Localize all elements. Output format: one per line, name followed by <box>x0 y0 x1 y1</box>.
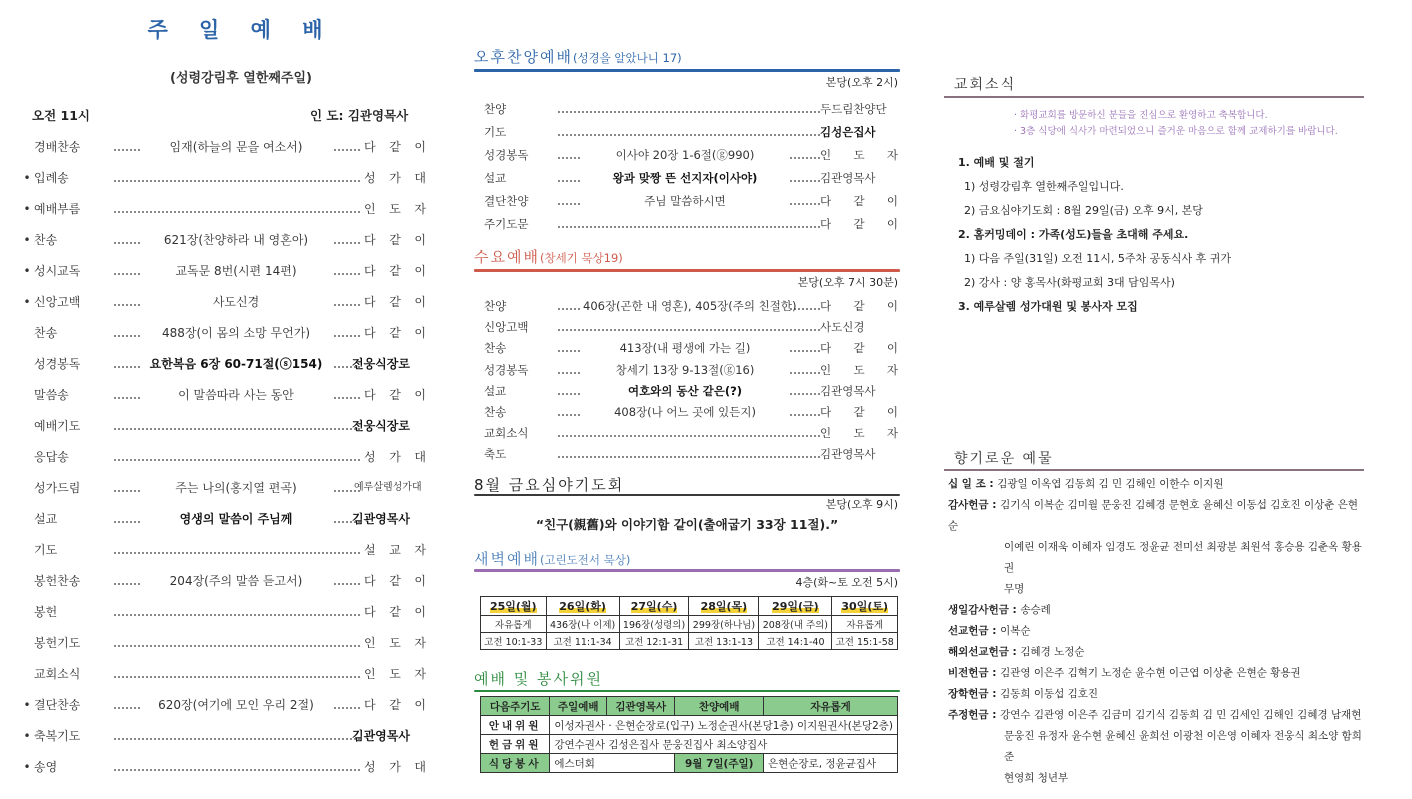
sunday-title: 주 일 예 배 <box>147 18 335 42</box>
row-label: 성시교독 <box>34 264 81 278</box>
row-responsible: 다 같 이 <box>820 405 898 419</box>
row-detail: 406장(곤한 내 영혼), 405장(주의 친절한) <box>580 297 790 315</box>
row-label: 설교 <box>484 171 507 185</box>
dawn-text-cell: 고전 10:1-33 <box>481 633 547 650</box>
sunday-order-row <box>22 137 432 157</box>
row-detail: 왕과 맞짱 뜬 선지자(이사야) <box>580 169 790 187</box>
news-item-2a: 1) 다음 주일(31일) 오전 11시, 5주차 공동식사 후 귀가 <box>964 252 1231 265</box>
offerings-title: 향기로운 예물 <box>954 451 1054 467</box>
offering-names: 강연수 김관영 이은주 김금미 김기식 김동희 김 민 김세인 김해인 김혜경 남재현 <box>1000 709 1362 721</box>
row-label: 찬송 <box>484 405 507 419</box>
friday-quote: “친구(親舊)와 이야기함 같이(출애굽기 33장 11절).” <box>535 517 839 532</box>
row-responsible: 다 같 이 <box>364 326 426 340</box>
dawn-text-cell: 고전 12:1-31 <box>619 633 689 650</box>
row-responsible: 김관영목사 <box>820 447 876 462</box>
row-leader-dots <box>114 608 360 616</box>
row-bullet: • <box>23 202 31 216</box>
kitchen-date: 9월 7일(주일) <box>675 754 764 773</box>
offering-kind: 감사헌금 : <box>948 499 1001 511</box>
row-label: 기도 <box>34 543 58 557</box>
offering-kind: 주정헌금 : <box>948 709 1001 721</box>
dawn-day-cell <box>546 597 619 616</box>
wednesday-title: 수요예배(창세기 묵상19) <box>474 248 623 266</box>
row-leader-dots <box>558 323 820 331</box>
dawn-note: (고린도전서 묵상) <box>539 553 631 567</box>
row-bullet: • <box>23 760 31 774</box>
row-responsible: 다 같 이 <box>364 574 426 588</box>
offering-names-continued: 문웅진 유정자 윤수현 윤혜신 윤희선 이광천 이은영 이혜자 전웅식 최소양 함희준 <box>1004 730 1362 763</box>
row-responsible: 다 같 이 <box>364 295 426 309</box>
row-label: 입례송 <box>34 171 69 185</box>
row-label: 찬송 <box>34 326 58 340</box>
afternoon-order-row <box>474 146 900 164</box>
sunday-order-row <box>22 695 432 715</box>
offering-names: 김혜경 노정순 <box>1020 646 1085 658</box>
dawn-day-label: 26일(화) <box>559 600 606 613</box>
row-responsible: 다 같 이 <box>364 698 426 712</box>
row-responsible: 김관영목사 <box>352 512 410 526</box>
sunday-order-row <box>22 199 432 219</box>
row-detail: 204장(주의 말씀 듣고서) <box>140 571 332 591</box>
dawn-day-label: 28일(목) <box>700 600 748 613</box>
offering-row <box>948 642 1368 663</box>
duty-praise-label: 찬양예배 <box>675 697 764 716</box>
news-rule <box>944 96 1364 98</box>
dawn-rule <box>474 569 900 572</box>
row-responsible: 두드림찬양단 <box>820 102 887 116</box>
row-bullet: • <box>23 295 31 309</box>
news-item-2b: 2) 강사 : 양 홍목사(화평교회 3대 담임목사) <box>964 276 1175 289</box>
row-detail: 488장(이 몸의 소망 무언가) <box>140 323 332 343</box>
row-label: 찬양 <box>484 299 507 313</box>
row-leader-dots <box>114 732 360 740</box>
row-label: 경배찬송 <box>34 140 81 154</box>
row-responsible: 김성은집사 <box>820 125 876 139</box>
wednesday-rule <box>474 269 900 272</box>
offering-names: 송승례 <box>1020 604 1051 616</box>
dawn-day-label: 27일(수) <box>630 600 678 613</box>
row-responsible: 예루살렘성가대 <box>354 482 422 493</box>
row-label: 찬송 <box>34 233 58 247</box>
offering-row <box>948 705 1368 726</box>
sunday-time: 오전 11시 <box>32 108 90 123</box>
sunday-order-row <box>22 664 432 684</box>
notice-2: · 3층 식당에 식사가 마련되었으니 즐거운 마음으로 함께 교제하기를 바랍니다. <box>1014 126 1338 137</box>
row-responsible: 다 같 이 <box>364 233 426 247</box>
dawn-day-label: 29일(금) <box>772 600 819 613</box>
dawn-hymn-cell: 436장(나 이제) <box>546 616 619 633</box>
sunday-order-row <box>22 292 432 312</box>
wednesday-order-row <box>474 382 900 400</box>
kitchen-next: 은현순장로, 정윤균집사 <box>763 754 897 773</box>
dawn-day-label: 30일(토) <box>841 600 889 613</box>
row-leader-dots <box>558 220 820 228</box>
afternoon-place: 본당(오후 2시) <box>825 76 898 89</box>
row-responsible: 성 가 대 <box>364 450 426 464</box>
dawn-day-label: 25일(월) <box>489 600 537 613</box>
sunday-leader: 인 도: 김관영목사 <box>310 108 409 123</box>
dawn-text-cell: 고전 14:1-40 <box>759 633 832 650</box>
offering-kind: 해외선교헌금 : <box>948 646 1021 658</box>
wednesday-order-row <box>474 297 900 315</box>
row-detail: 사도신경 <box>140 292 332 312</box>
sunday-order-row <box>22 385 432 405</box>
dawn-hymn-cell: 208장(내 주의) <box>759 616 832 633</box>
wednesday-place: 본당(오후 7시 30분) <box>797 276 898 289</box>
row-bullet: • <box>23 698 31 712</box>
row-label: 성경봉독 <box>484 362 529 377</box>
offering-row <box>948 474 1368 495</box>
dawn-hymn-cell: 196장(성령의) <box>619 616 689 633</box>
row-label: 결단찬양 <box>484 194 529 208</box>
sunday-subtitle: (성령강림후 열한째주일) <box>170 71 312 86</box>
sunday-order-row <box>22 602 432 622</box>
offering-names: 김관영 이은주 김혁기 노정순 윤수현 이근엽 이상춘 은현순 황용권 <box>1000 667 1301 679</box>
row-leader-dots <box>114 422 360 430</box>
kitchen-label: 식당봉사 <box>481 754 550 773</box>
row-detail: 영생의 말씀이 주님께 <box>140 509 332 529</box>
sunday-order-row <box>22 447 432 467</box>
row-leader-dots <box>114 639 360 647</box>
sunday-order-row <box>22 633 432 653</box>
row-detail: 413장(내 평생에 가는 길) <box>580 339 790 357</box>
offering-row <box>948 663 1368 684</box>
row-responsible: 인 도 자 <box>364 667 426 681</box>
friday-place: 본당(오후 9시) <box>825 498 898 511</box>
row-label: 축복기도 <box>34 729 81 743</box>
row-detail: 이사야 20장 1-6절(ⓖ990) <box>580 146 790 164</box>
dawn-title: 새벽예배(고린도전서 묵상) <box>474 550 631 568</box>
news-title: 교회소식 <box>954 77 1017 93</box>
row-bullet: • <box>23 171 31 185</box>
row-label: 말씀송 <box>34 388 69 402</box>
dawn-day-cell <box>689 597 759 616</box>
offerings-list <box>948 474 1368 789</box>
row-label: 봉헌찬송 <box>34 574 81 588</box>
afternoon-rule <box>474 69 900 72</box>
row-label: 설교 <box>34 512 58 526</box>
offering-kind: 생일감사헌금 : <box>948 604 1021 616</box>
wednesday-note: (창세기 묵상19) <box>539 251 623 265</box>
row-label: 송영 <box>34 760 58 774</box>
dawn-day-cell <box>832 597 898 616</box>
notice-1: · 화평교회를 방문하신 분들을 진심으로 환영하고 축복합니다. <box>1014 110 1268 121</box>
offering-names: 김기식 이복순 김미월 문웅진 김혜경 문현호 윤혜신 이동섭 김호진 이상춘 은현순 <box>948 499 1359 532</box>
offering-names: 이복순 <box>1000 625 1031 637</box>
services-column <box>474 0 900 799</box>
row-detail: 여호와의 동산 같은(?) <box>580 382 790 400</box>
afternoon-order-row <box>474 215 900 233</box>
row-leader-dots <box>558 429 820 437</box>
row-label: 성경봉독 <box>484 148 529 162</box>
row-detail: 620장(여기에 모인 우리 2절) <box>140 695 332 715</box>
row-responsible: 다 같 이 <box>820 194 898 208</box>
offering-names-continued: 무명 <box>1004 583 1025 595</box>
wednesday-order-row <box>474 403 900 421</box>
sunday-order-row <box>22 323 432 343</box>
dawn-place: 4층(화~토 오전 5시) <box>795 576 898 589</box>
afternoon-note: (성경을 알았나니 17) <box>572 51 682 65</box>
offering-names: 김광일 이옥엽 김동희 김 민 김해인 이한수 이지원 <box>997 478 1224 490</box>
row-leader-dots <box>114 546 360 554</box>
wednesday-order-row <box>474 424 900 442</box>
offering-row <box>948 495 1368 537</box>
duty-sunday-who: 김관영목사 <box>607 697 675 716</box>
news-heading-2: 2. 홈커밍데이 : 가족(성도)들을 초대해 주세요. <box>958 228 1189 241</box>
sunday-order-row <box>22 168 432 188</box>
dawn-hymn-cell: 299장(하나님) <box>689 616 759 633</box>
row-responsible: 다 같 이 <box>820 299 898 313</box>
row-label: 봉헌기도 <box>34 636 81 650</box>
dawn-day-cell <box>619 597 689 616</box>
sunday-worship-column <box>22 0 432 799</box>
sunday-order-row <box>22 261 432 281</box>
duty-praise-who: 자유롭게 <box>763 697 897 716</box>
afternoon-order-row <box>474 192 900 210</box>
row-label: 축도 <box>484 447 507 462</box>
row-detail: 주는 나의(홍지열 편곡) <box>140 478 332 498</box>
row-leader-dots <box>114 453 360 461</box>
wednesday-order-row <box>474 339 900 357</box>
row-responsible: 김관영목사 <box>820 383 876 398</box>
ushers-label: 안내위원 <box>481 716 550 735</box>
row-bullet: • <box>23 233 31 247</box>
row-detail: 621장(찬양하라 내 영혼아) <box>140 230 332 250</box>
row-responsible: 사도신경 <box>820 320 865 335</box>
dawn-schedule-table <box>480 596 898 650</box>
dawn-hymn-cell: 자유롭게 <box>481 616 547 633</box>
row-leader-dots <box>558 450 820 458</box>
row-bullet: • <box>23 264 31 278</box>
row-leader-dots <box>114 205 360 213</box>
sunday-order-row <box>22 230 432 250</box>
friday-title: 8월 금요심야기도회 <box>474 476 625 494</box>
offering-row <box>948 621 1368 642</box>
row-responsible: 다 같 이 <box>820 217 898 231</box>
duty-title: 예배 및 봉사위원 <box>474 670 603 688</box>
row-label: 예배부름 <box>34 202 81 216</box>
row-label: 기도 <box>484 125 507 139</box>
afternoon-order-row <box>474 123 900 141</box>
row-label: 신앙고백 <box>34 295 81 309</box>
row-responsible: 다 같 이 <box>364 264 426 278</box>
row-detail: 교독문 8번(시편 14편) <box>140 261 332 281</box>
offering-value: 강연수권사 김성은집사 문웅진집사 최소양집사 <box>550 735 898 754</box>
sunday-order-row <box>22 726 432 746</box>
row-responsible: 다 같 이 <box>364 388 426 402</box>
sunday-order-row <box>22 478 432 498</box>
row-leader-dots <box>114 763 360 771</box>
row-responsible: 인 도 자 <box>364 202 426 216</box>
sunday-order-row <box>22 571 432 591</box>
dawn-text-cell: 고전 13:1-13 <box>689 633 759 650</box>
offering-names: 김동희 이동섭 김호진 <box>1000 688 1099 700</box>
duty-rule <box>474 690 900 692</box>
row-label: 성가드림 <box>34 481 81 495</box>
offering-kind: 십 일 조 : <box>948 478 998 490</box>
duty-next-label: 다음주기도 <box>481 697 550 716</box>
row-responsible: 인 도 자 <box>364 636 426 650</box>
offering-kind: 선교헌금 : <box>948 625 1001 637</box>
row-label: 교회소식 <box>34 667 81 681</box>
row-responsible: 성 가 대 <box>364 171 426 185</box>
sunday-order-row <box>22 757 432 777</box>
offering-names-continued: 이예린 이재욱 이혜자 임경도 정윤균 전미선 최광분 최원석 홍승용 김춘옥 황용권 <box>1004 541 1362 574</box>
row-leader-dots <box>114 670 360 678</box>
row-detail: 이 말씀따라 사는 동안 <box>140 385 332 405</box>
offering-row <box>948 684 1368 705</box>
row-label: 예배기도 <box>34 419 81 433</box>
offering-row <box>948 600 1368 621</box>
news-item-1b: 2) 금요심야기도회 : 8월 29일(금) 오후 9시, 본당 <box>964 204 1203 217</box>
row-responsible: 김관영목사 <box>352 729 410 743</box>
row-detail: 주님 말씀하시면 <box>580 192 790 210</box>
dawn-day-cell <box>481 597 547 616</box>
duty-table <box>480 696 898 773</box>
row-responsible: 다 같 이 <box>364 605 426 619</box>
row-label: 교회소식 <box>484 426 529 441</box>
row-label: 응답송 <box>34 450 69 464</box>
sunday-order-row <box>22 354 432 374</box>
row-responsible: 인 도 자 <box>820 148 898 162</box>
row-leader-dots <box>558 105 820 113</box>
row-bullet: • <box>23 729 31 743</box>
wednesday-order-row <box>474 318 900 336</box>
row-label: 찬송 <box>484 341 507 356</box>
offering-label: 헌금위원 <box>481 735 550 754</box>
news-heading-3: 3. 예루살렘 성가대원 및 봉사자 모집 <box>958 300 1138 313</box>
sunday-order-row <box>22 540 432 560</box>
kitchen-value: 에스더회 <box>550 754 675 773</box>
wednesday-order-row <box>474 445 900 463</box>
row-responsible: 성 가 대 <box>364 760 426 774</box>
news-heading-1: 1. 예배 및 절기 <box>958 156 1035 169</box>
afternoon-title: 오후찬양예배(성경을 알았나니 17) <box>474 48 682 66</box>
row-leader-dots <box>558 128 820 136</box>
duty-sunday-label: 주일예배 <box>550 697 607 716</box>
offering-kind: 비전헌금 : <box>948 667 1001 679</box>
wednesday-order-row <box>474 361 900 379</box>
ushers-value: 이성자권사 · 은현순장로(입구) 노정순권사(본당1층) 이지원권사(본당2층) <box>550 716 898 735</box>
row-responsible: 전웅식장로 <box>352 357 410 371</box>
row-label: 주기도문 <box>484 217 529 231</box>
row-label: 봉헌 <box>34 605 58 619</box>
offerings-rule <box>944 469 1364 471</box>
dawn-hymn-cell: 자유롭게 <box>832 616 898 633</box>
afternoon-order-row <box>474 169 900 187</box>
offering-kind: 장학헌금 : <box>948 688 1001 700</box>
row-responsible: 다 같 이 <box>364 140 426 154</box>
dawn-day-cell <box>759 597 832 616</box>
row-responsible: 설 교 자 <box>364 543 426 557</box>
row-label: 신앙고백 <box>484 320 529 335</box>
row-responsible: 전웅식장로 <box>352 419 410 433</box>
row-detail: 408장(나 어느 곳에 있든지) <box>580 403 790 421</box>
row-responsible: 다 같 이 <box>820 341 898 356</box>
row-label: 설교 <box>484 383 507 398</box>
news-column <box>944 0 1368 799</box>
row-label: 찬양 <box>484 102 507 116</box>
row-responsible: 인 도 자 <box>820 426 898 441</box>
news-item-1a: 1) 성령강림후 열한째주일입니다. <box>964 180 1124 193</box>
offering-names-continued: 현영희 청년부 <box>1004 772 1069 784</box>
dawn-text-cell: 고전 15:1-58 <box>832 633 898 650</box>
row-leader-dots <box>114 174 360 182</box>
row-label: 결단찬송 <box>34 698 81 712</box>
sunday-order-row <box>22 509 432 529</box>
afternoon-order-row <box>474 100 900 118</box>
row-detail: 임재(하늘의 문을 여소서) <box>140 137 332 157</box>
sunday-order-row <box>22 416 432 436</box>
row-detail: 창세기 13장 9-13절(ⓖ16) <box>580 361 790 379</box>
dawn-text-cell: 고전 11:1-34 <box>546 633 619 650</box>
row-detail: 요한복음 6장 60-71절(ⓢ154) <box>140 354 332 374</box>
row-responsible: 김관영목사 <box>820 171 876 185</box>
row-label: 성경봉독 <box>34 357 81 371</box>
row-responsible: 인 도 자 <box>820 362 898 377</box>
